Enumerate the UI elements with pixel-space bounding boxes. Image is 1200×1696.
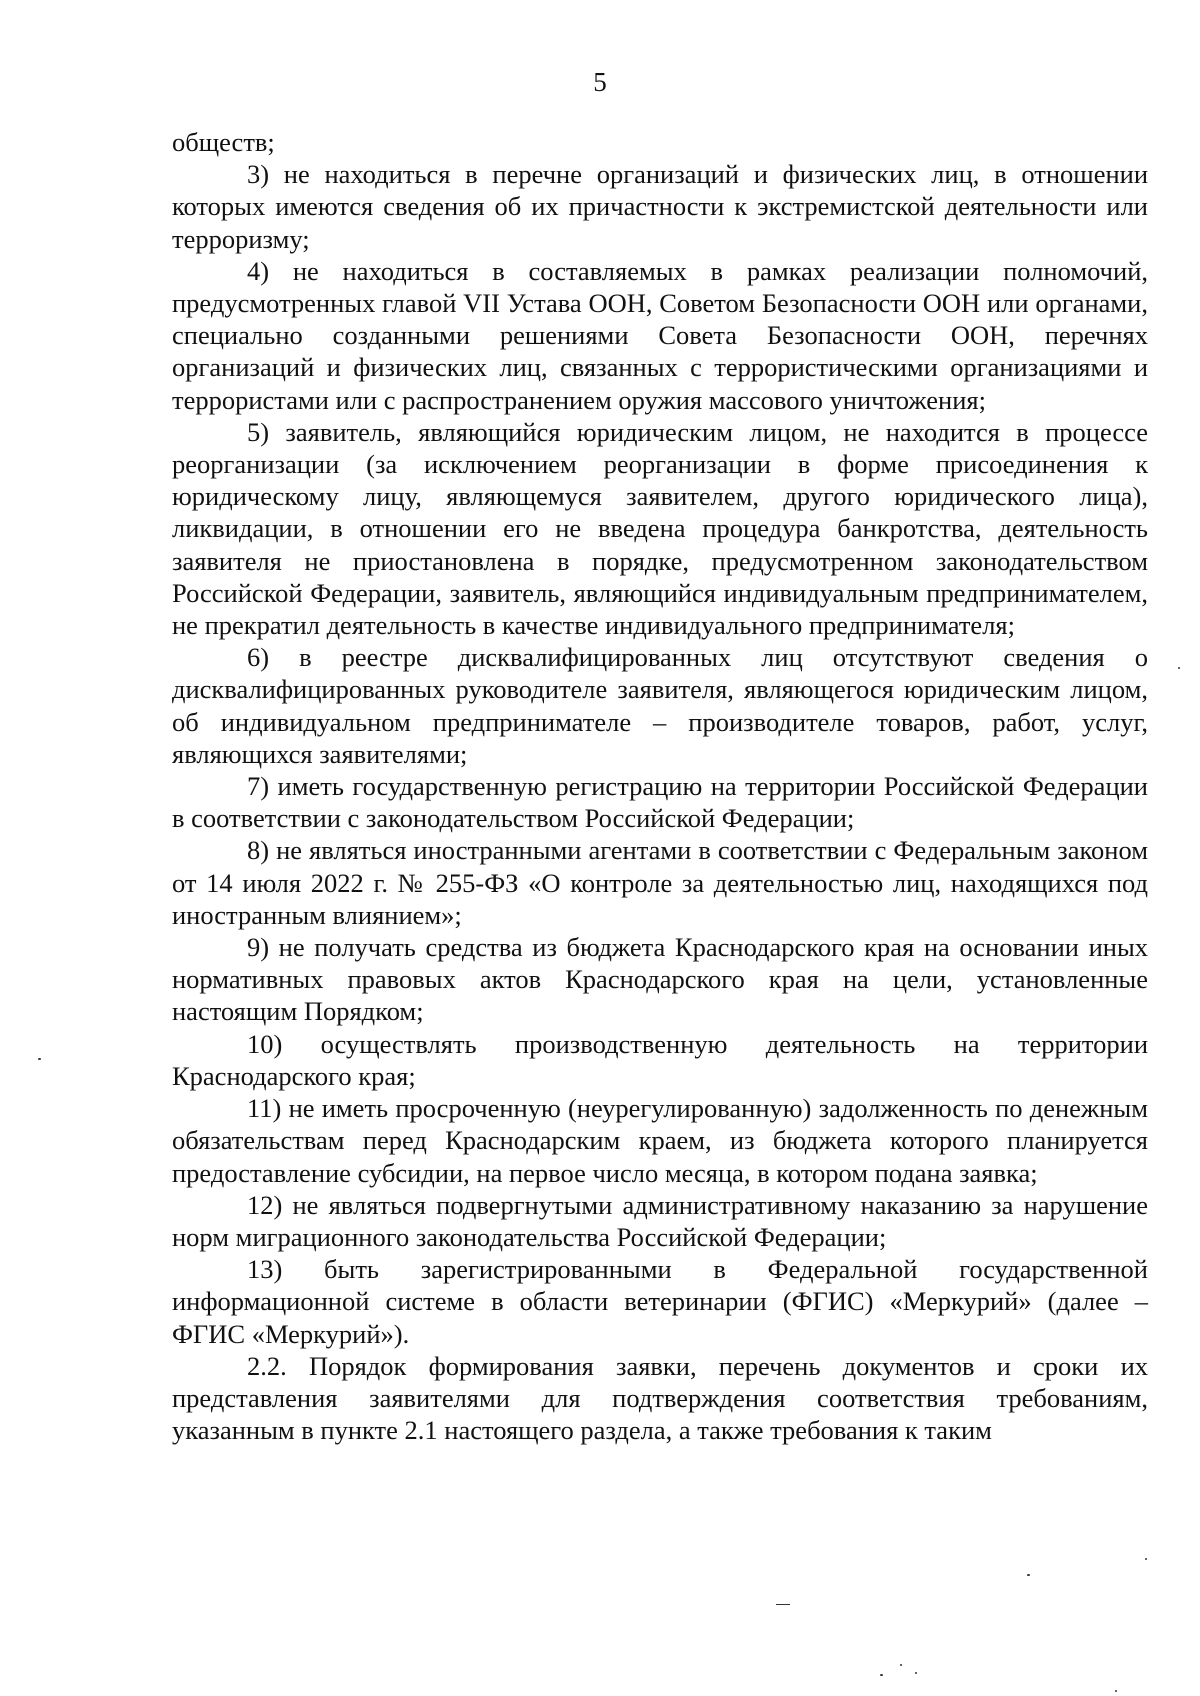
paragraph-item-11: 11) не иметь просроченную (неурегулированную) задолженность по денежным обязательствам перед Краснодарским краем, из бюджета которого планируется предоставление субсидии, на первое число месяца, в котором подана заявка;	[172, 1093, 1148, 1188]
paragraph-item-7: 7) иметь государственную регистрацию на территории Российской Федерации в соответствии с законодательством Российской Федерации;	[172, 771, 1148, 834]
paragraph-item-10: 10) осуществлять производственную деятельность на территории Краснодарского края;	[172, 1028, 1148, 1091]
paragraph-item-5: 5) заявитель, являющийся юридическим лицом, не находится в процессе реорганизации (за исключением реорганизации в форме присоединения к юридическому лицу, являющемуся заявителем, другого юридического лица), ликвидации, в отношении его не введена процедура банкротства, деятельность заявителя не приостановлена в порядке, предусмотренном законодательством Российской Федерации, заявитель, являющийся индивидуальным предпринимателем, не прекратил деятельность в качестве индивидуального предпринимателя;	[172, 416, 1148, 641]
paragraph-section-2-2: 2.2. Порядок формирования заявки, перечень документов и сроки их представления заявителями для подтверждения соответствия требованиям, указанным в пункте 2.1 настоящего раздела, а также требования к таким	[172, 1350, 1148, 1446]
scan-speck	[900, 1664, 902, 1666]
paragraph-item-4: 4) не находиться в составляемых в рамках реализации полномочий, предусмотренных главой VII Устава ООН, Советом Безопасности ООН или органами, специально созданными решениями Совета Безопасности ООН, перечнях организаций и физических лиц, связанных с террористическими организациями и террористами или с распространением оружия массового уничтожения;	[172, 255, 1148, 415]
page-number: 5	[593, 67, 607, 97]
paragraph-item-3: 3) не находиться в перечне организаций и физических лиц, в отношении которых имеются сведения об их причастности к экстремистской деятельности или терроризму;	[172, 159, 1148, 254]
scan-speck	[915, 1672, 917, 1674]
paragraph-item-8: 8) не являться иностранными агентами в соответствии с Федеральным законом от 14 июля 2022 г. № 255-ФЗ «О контроле за деятельностью лиц, находящихся под иностранным влиянием»;	[172, 835, 1148, 930]
scan-speck	[1027, 1574, 1030, 1576]
scan-speck	[1178, 667, 1180, 669]
document-body	[172, 126, 1148, 1446]
paragraph-item-9: 9) не получать средства из бюджета Краснодарского края на основании иных нормативных правовых актов Краснодарского края на цели, установленные настоящим Порядком;	[172, 932, 1148, 1027]
paragraph-item-13: 13) быть зарегистрированными в Федеральной государственной информационной системе в области ветеринарии (ФГИС) «Меркурий» (далее – ФГИС «Меркурий»).	[172, 1254, 1148, 1349]
paragraph-item-12: 12) не являться подвергнутыми административному наказанию за нарушение норм миграционного законодательства Российской Федерации;	[172, 1189, 1148, 1252]
paragraph-continuation: обществ;	[172, 127, 275, 157]
scan-speck	[880, 1674, 883, 1676]
scan-speck	[38, 1058, 41, 1060]
scan-speck	[776, 1604, 790, 1605]
scan-speck	[1145, 1558, 1147, 1560]
scan-speck	[1115, 1690, 1117, 1692]
paragraph-item-6: 6) в реестре дисквалифицированных лиц отсутствуют сведения о дисквалифицированных руководителе заявителя, являющегося юридическим лицом, об индивидуальном предпринимателе – производителе товаров, работ, услуг, являющихся заявителями;	[172, 642, 1148, 769]
